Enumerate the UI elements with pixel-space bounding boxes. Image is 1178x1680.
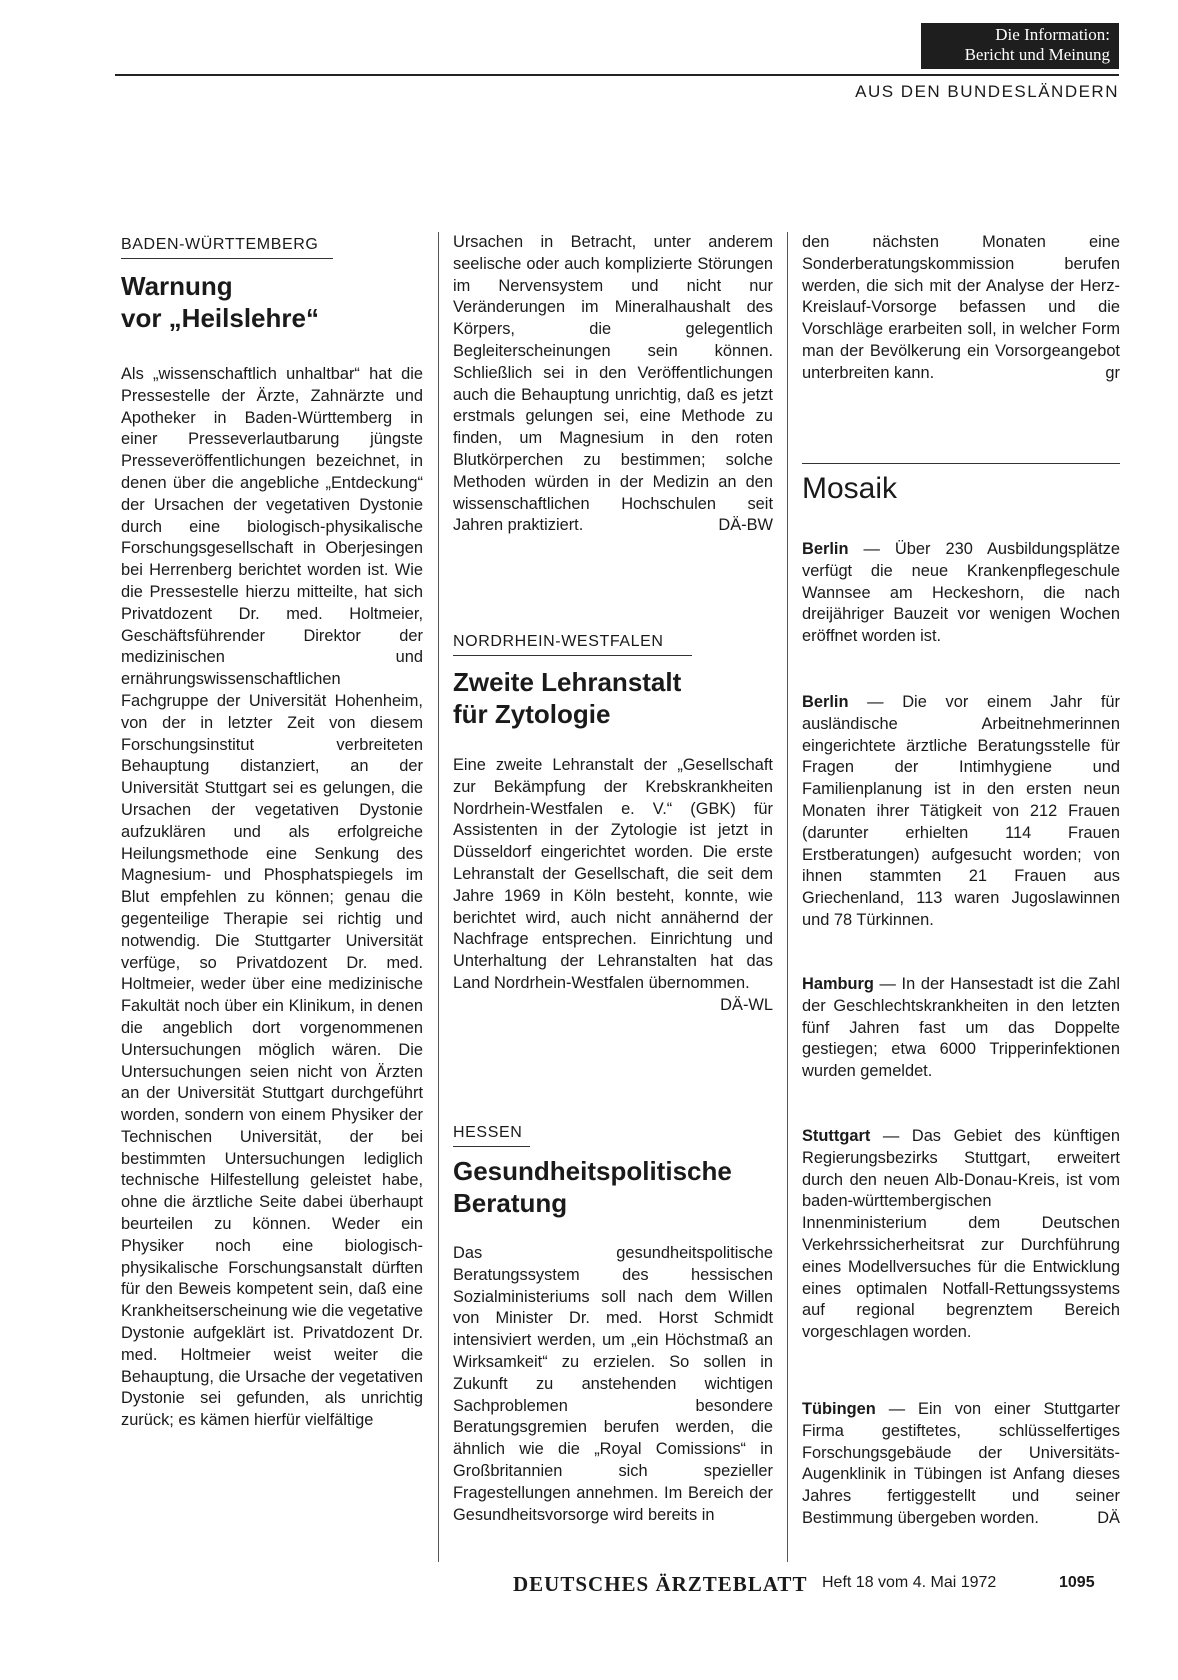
- headline-line-2: vor „Heilslehre“: [121, 303, 319, 333]
- article-body-nordrhein-westfalen: [453, 755, 773, 1017]
- article-body-hessen: Das gesundheitspolitische Beratungssystem des hessischen Sozialministeriums soll nach dem Willen von Minister Dr. med. Horst Schmidt intensiviert werden, um „ein Höchstmaß an Wirksamkeit“ zu erzielen. So sollen in Zukunft zu anstehenden wichtigen Sachproblemen besondere Beratungsgremien berufen werden, die ähnlich wie die „Royal Comissions“ in Großbritannien sich spezieller Fragestellungen annehmen. Im Bereich der Gesundheitsvorsorge wird bereits in: [453, 1244, 773, 1524]
- headline-line-2: Beratung: [453, 1188, 568, 1218]
- headline-warnung: [121, 270, 319, 334]
- headline-line-2: für Zytologie: [453, 699, 611, 729]
- mosaik-place: Tübingen: [802, 1400, 876, 1418]
- region-underline: [453, 655, 692, 656]
- headline-line-1: Zweite Lehranstalt: [453, 667, 682, 697]
- mosaik-place: Hamburg: [802, 975, 874, 993]
- mosaik-item-stuttgart: [802, 1126, 1120, 1344]
- article-body-hessen-continued: [802, 232, 1120, 385]
- mosaik-place: Stuttgart: [802, 1127, 871, 1145]
- mosaik-item-tuebingen: [802, 1399, 1120, 1530]
- article-signature: gr: [1105, 363, 1120, 382]
- region-text: BADEN-WÜRTTEMBERG: [121, 236, 319, 253]
- mosaik-place: Berlin: [802, 693, 849, 711]
- region-label-baden-wuerttemberg: [121, 236, 333, 259]
- mosaik-text: — Das Gebiet des künftigen Regierungsbezirks Stuttgart, erweitert durch den neuen Alb-Donau-Kreis, ist vom baden-württembergischen Innenministerium dem Deutschen Verkehrssicherheitsrat zur Durchführung eines Modellversuches für die Entwicklung eines optimalen Notfall-Rettungssystems auf regional begrenztem Bereich vorgeschlagen worden.: [802, 1127, 1120, 1342]
- headline-gesundheitspolitische-beratung: [453, 1155, 732, 1219]
- badge-line-2: Bericht und Meinung: [964, 45, 1110, 64]
- region-label-hessen: [453, 1124, 530, 1147]
- journal-title: DEUTSCHES ÄRZTEBLATT: [513, 1572, 808, 1596]
- mosaik-text: — In der Hansestadt ist die Zahl der Geschlechtskrankheiten in den letzten fünf Jahren fast um das Doppelte gestiegen; etwa 6000 Tripperinfektionen wurden gemeldet.: [802, 975, 1120, 1081]
- section-badge: [921, 23, 1119, 69]
- article-signature: DÄ-WL: [720, 995, 773, 1014]
- mosaik-item-berlin-2: [802, 692, 1120, 932]
- issue-info: Heft 18 vom 4. Mai 1972: [822, 1574, 997, 1591]
- mosaik-rule: [802, 463, 1120, 464]
- continued-text: den nächsten Monaten eine Sonderberatungskommission berufen werden, die sich mit der Analyse der Herz-Kreislauf-Vorsorge befassen und die Vorschläge erarbeiten soll, in welcher Form man der Bevölkerung ein Vorsorgeangebot unterbreiten kann.: [802, 233, 1120, 382]
- mosaik-text: — Die vor einem Jahr für ausländische Arbeitnehmerinnen eingerichtete ärztliche Beratungsstelle für Fragen der Intimhygiene und Familienplanung ist in den ersten neun Monaten ihrer Tätigkeit von 212 Frauen (darunter erhielten 114 Frauen Erstberatungen) aufgesucht worden; von ihnen stammten 21 Frauen aus Griechenland, 113 waren Jugoslawinnen und 78 Türkinnen.: [802, 693, 1120, 929]
- column-divider-1: [438, 232, 439, 1562]
- section-title: AUS DEN BUNDESLÄNDERN: [855, 82, 1119, 101]
- article-body-baden-wuerttemberg: Als „wissenschaftlich unhaltbar“ hat die Pressestelle der Ärzte, Zahnärzte und Apotheker in Baden-Württemberg in einer Presseverlautbarung jüngste Presseveröffentlichungen bezeichnet, in denen über die angebliche „Entdeckung“ der Ursachen der vegetativen Dystonie durch eine biologisch-physikalische Forschungsgesellschaft in Oberjesingen bei Herrenberg berichtet worden ist. Wie die Pressestelle hierzu mitteilte, hat sich Privatdozent Dr. med. Holtmeier, Geschäftsführender Direktor der medizinischen und ernährungswissenschaftlichen Fachgruppe der Universität Hohenheim, von der in letzter Zeit von diesem Forschungsinstitut verbreiteten Behauptung distanziert, an der Universität Stuttgart sei es gelungen, die Ursachen der vegetativen Dystonie aufzuklären und als erfolgreiche Heilungsmethode eine Senkung des Magnesium- und Phosphatspiegels im Blut empfehlen zu können; genau die gegenteilige Therapie sei richtig und notwendig. Die Stuttgarter Universität verfüge, so Privatdozent Dr. med. Holtmeier, weder über eine medizinische Fakultät noch über ein Klinikum, in denen die angeblich dort vorgenommenen Untersuchungen möglich wären. Die Untersuchungen seien nicht von Ärzten an der Universität Stuttgart durchgeführt worden, sondern von einem Physiker der Technischen Universität, der bei bestimmten Untersuchungen lediglich technische Hilfestellung geleistet habe, ohne die ärztliche Seite dabei überhaupt beurteilen zu können. Weder ein Physiker noch eine biologisch-physikalische Forschungsanstalt dürften für den Beweis kompetent sein, daß eine Krankheitserscheinung wie die vegetative Dystonie aufgeklärt ist. Privatdozent Dr. med. Holtmeier weist weiter die Behauptung, die Ursache der vegetativen Dystonie sei gefunden, als unrichtig zurück; es kämen hierfür vielfältige: [121, 365, 423, 1430]
- headline-zweite-lehranstalt: [453, 666, 681, 730]
- mosaik-item-hamburg: [802, 974, 1120, 1083]
- badge-line-1: Die Information:: [995, 25, 1110, 44]
- region-underline: [453, 1146, 530, 1147]
- article-text: Eine zweite Lehranstalt der „Gesellschaft zur Bekämpfung der Krebskrankheiten Nordrhein-Westfalen e. V.“ (GBK) für Assistenten in der Zytologie ist jetzt in Düsseldorf eingerichtet worden. Die erste Lehranstalt der Gesellschaft, die seit dem Jahre 1969 in Köln besteht, konnte, wie berichtet wird, auch nicht annähernd der Nachfrage entsprechen. Einrichtung und Unterhaltung der Lehranstalten hat das Land Nordrhein-Westfalen übernommen.: [453, 756, 773, 992]
- mosaik-signature: DÄ: [1097, 1508, 1120, 1527]
- region-underline: [121, 258, 333, 259]
- page-number: 1095: [1059, 1574, 1095, 1591]
- header-rule: [115, 74, 1119, 76]
- column-divider-2: [787, 232, 788, 1562]
- mosaik-title: Mosaik: [802, 472, 898, 505]
- headline-line-1: Warnung: [121, 271, 233, 301]
- headline-line-1: Gesundheitspolitische: [453, 1156, 732, 1186]
- article-signature: DÄ-BW: [718, 516, 773, 535]
- mosaik-text: — Ein von einer Stuttgarter Firma gestiftetes, schlüsselfertiges Forschungsgebäude der Universitäts-Augenklinik in Tübingen ist Anfang dieses Jahres fertiggestellt und seiner Bestimmung übergeben worden.: [802, 1400, 1120, 1527]
- article-body-baden-wuerttemberg-continued: [453, 232, 773, 537]
- region-text: HESSEN: [453, 1124, 523, 1141]
- continued-text: Ursachen in Betracht, unter anderem seelische oder auch komplizierte Störungen im Nervensystem und nicht nur Veränderungen im Mineralhaushalt des Körpers, die gelegentlich Begleiterscheinungen sein können. Schließlich sei in den Veröffentlichungen auch die Behauptung unrichtig, daß es jetzt erstmals gelungen sei, eine Methode zu finden, um Magnesium in den roten Blutkörperchen zu bestimmen; solche Methoden würden in der Medizin an den wissenschaftlichen Hochschulen seit Jahren praktiziert.: [453, 233, 773, 535]
- mosaik-place: Berlin: [802, 540, 849, 558]
- mosaik-text: — Über 230 Ausbildungsplätze verfügt die neue Krankenpflegeschule Wannsee am Heckeshorn, die nach dreijähriger Bauzeit vor wenigen Wochen eröffnet worden ist.: [802, 540, 1120, 646]
- mosaik-item-berlin-1: [802, 539, 1120, 648]
- region-text: NORDRHEIN-WESTFALEN: [453, 633, 664, 650]
- region-label-nordrhein-westfalen: [453, 633, 692, 656]
